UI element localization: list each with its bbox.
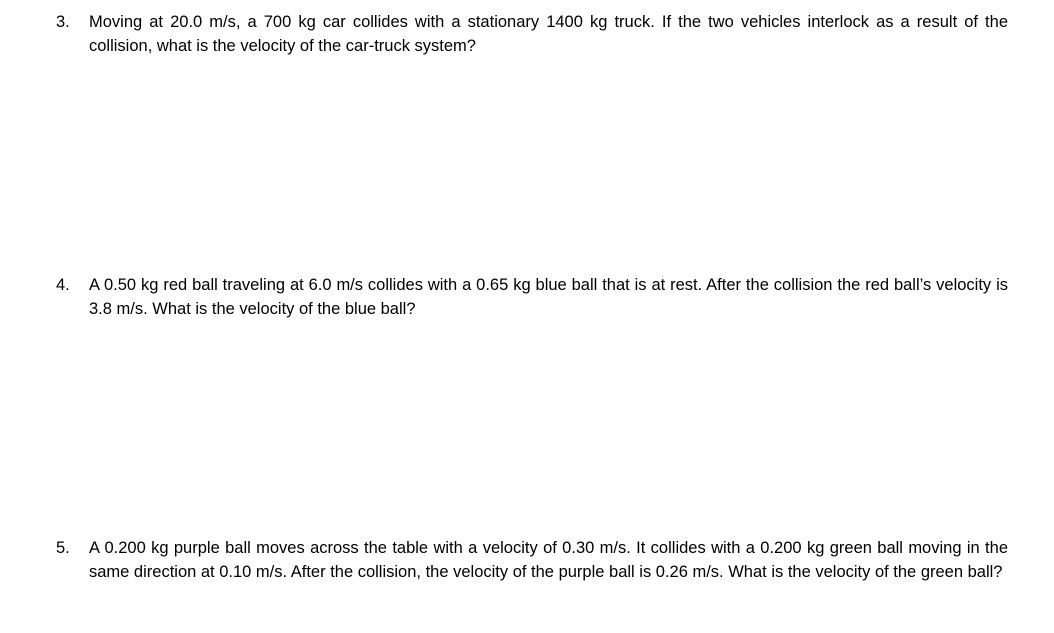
problem-5 [56,536,1008,584]
problem-text: A 0.200 kg purple ball moves across the table with a velocity of 0.30 m/s. It collides with a 0.200 kg green ball moving in the same direction at 0.10 m/s. After the collision, the velocity of the purple ball is 0.26 m/s. What is the velocity of the green ball? [89,539,1008,581]
problem-3 [56,10,1008,58]
problem-number: 5. [56,539,70,557]
problem-4 [56,273,1008,321]
problem-number: 3. [56,13,70,31]
problem-text: A 0.50 kg red ball traveling at 6.0 m/s collides with a 0.65 kg blue ball that is at rest. After the collision the red ball’s velocity is 3.8 m/s. What is the velocity of the blue ball? [89,276,1008,318]
problem-number: 4. [56,276,70,294]
problem-text: Moving at 20.0 m/s, a 700 kg car collides with a stationary 1400 kg truck. If the two vehicles interlock as a result of the collision, what is the velocity of the car-truck system? [89,13,1008,55]
